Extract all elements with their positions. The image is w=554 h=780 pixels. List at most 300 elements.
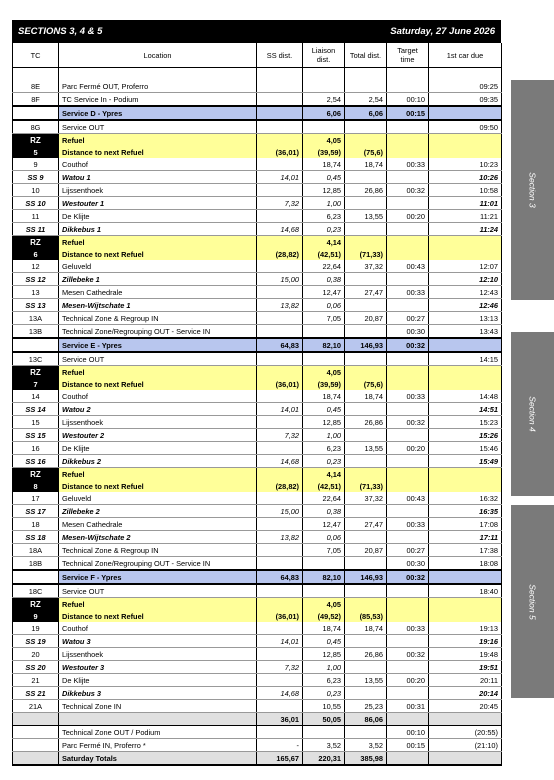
ss-dist-cell: [257, 210, 303, 223]
table-row: [13, 739, 502, 752]
table-row: [13, 80, 502, 93]
table-row: [13, 674, 502, 687]
total-dist-cell: 37,32: [345, 260, 387, 273]
refuel-row: [13, 610, 502, 622]
tc-cell: 5: [13, 146, 59, 158]
due-time-cell: 10:26: [429, 171, 502, 184]
target-time-cell: [387, 687, 429, 700]
due-time-cell: 15:46: [429, 442, 502, 455]
liaison-dist-cell: (49,52): [303, 610, 345, 622]
total-dist-cell: 20,87: [345, 544, 387, 557]
liaison-dist-cell: 4,05: [303, 366, 345, 379]
target-time-cell: 00:30: [387, 557, 429, 571]
total-dist-cell: [345, 635, 387, 648]
ss-dist-cell: (36,01): [257, 610, 303, 622]
target-time-cell: [387, 134, 429, 147]
location-cell: Couthof: [59, 390, 257, 403]
target-time-cell: [387, 598, 429, 611]
due-time-cell: [429, 713, 502, 726]
due-time-cell: 20:45: [429, 700, 502, 713]
location-cell: Service E - Ypres: [59, 338, 257, 352]
liaison-dist-cell: (39,59): [303, 378, 345, 390]
tc-cell: RZ: [13, 236, 59, 249]
total-dist-cell: 25,23: [345, 700, 387, 713]
target-time-cell: [387, 635, 429, 648]
tc-cell: 8G: [13, 120, 59, 134]
total-dist-cell: [345, 687, 387, 700]
total-dist-cell: [345, 726, 387, 739]
total-dist-cell: 86,06: [345, 713, 387, 726]
liaison-dist-cell: (42,51): [303, 248, 345, 260]
ss-dist-cell: 14,01: [257, 171, 303, 184]
ss-dist-cell: [257, 598, 303, 611]
due-time-cell: 11:24: [429, 223, 502, 236]
total-dist-cell: 18,74: [345, 158, 387, 171]
col-total-dist: Total dist.: [345, 43, 387, 68]
liaison-dist-cell: 18,74: [303, 390, 345, 403]
col-target-time: Target time: [387, 43, 429, 68]
due-time-cell: 17:08: [429, 518, 502, 531]
col-tc: TC: [13, 43, 59, 68]
location-cell: Lijssenthoek: [59, 184, 257, 197]
due-time-cell: 17:11: [429, 531, 502, 544]
total-dist-cell: 146,93: [345, 570, 387, 584]
ss-dist-cell: 36,01: [257, 713, 303, 726]
ss-dist-cell: [257, 80, 303, 93]
ss-dist-cell: [257, 468, 303, 481]
tc-cell: [13, 752, 59, 766]
table-row: [13, 648, 502, 661]
target-time-cell: [387, 197, 429, 210]
ss-dist-cell: [257, 286, 303, 299]
liaison-dist-cell: 0,23: [303, 455, 345, 468]
sections-title: SECTIONS 3, 4 & 5: [18, 26, 103, 37]
ss-dist-cell: 14,01: [257, 635, 303, 648]
ss-dist-cell: 13,82: [257, 299, 303, 312]
tc-cell: 8E: [13, 80, 59, 93]
totals-row: [13, 752, 502, 766]
ss-dist-cell: [257, 390, 303, 403]
due-time-cell: (21:10): [429, 739, 502, 752]
due-time-cell: [429, 366, 502, 379]
col-location: Location: [59, 43, 257, 68]
target-time-cell: 00:43: [387, 492, 429, 505]
ss-dist-cell: [257, 726, 303, 739]
location-cell: Parc Fermé IN, Proferro *: [59, 739, 257, 752]
liaison-dist-cell: [303, 120, 345, 134]
col-first-car-due: 1st car due: [429, 43, 502, 68]
target-time-cell: [387, 429, 429, 442]
table-row: [13, 325, 502, 339]
liaison-dist-cell: 0,23: [303, 687, 345, 700]
tc-cell: 21: [13, 674, 59, 687]
liaison-dist-cell: 22,64: [303, 492, 345, 505]
liaison-dist-cell: 18,74: [303, 622, 345, 635]
tc-cell: SS 19: [13, 635, 59, 648]
stage-row: [13, 661, 502, 674]
liaison-dist-cell: 0,38: [303, 505, 345, 518]
ss-dist-cell: [257, 518, 303, 531]
ss-dist-cell: (36,01): [257, 378, 303, 390]
total-dist-cell: [345, 273, 387, 286]
liaison-dist-cell: 22,64: [303, 260, 345, 273]
liaison-dist-cell: 12,85: [303, 416, 345, 429]
location-cell: Service D - Ypres: [59, 106, 257, 120]
target-time-cell: 00:31: [387, 700, 429, 713]
ss-dist-cell: [257, 700, 303, 713]
ss-dist-cell: [257, 584, 303, 598]
refuel-row: [13, 134, 502, 147]
tc-cell: [13, 739, 59, 752]
liaison-dist-cell: 18,74: [303, 158, 345, 171]
total-dist-cell: 385,98: [345, 752, 387, 766]
location-cell: Service OUT: [59, 352, 257, 366]
due-time-cell: 15:49: [429, 455, 502, 468]
liaison-dist-cell: 4,14: [303, 468, 345, 481]
section-3-tab: Section 3: [511, 80, 554, 300]
location-cell: Mesen-Wijtschate 2: [59, 531, 257, 544]
total-dist-cell: 26,86: [345, 416, 387, 429]
due-time-cell: 19:48: [429, 648, 502, 661]
location-cell: Distance to next Refuel: [59, 378, 257, 390]
target-time-cell: 00:30: [387, 325, 429, 339]
location-cell: TC Service In - Podium: [59, 93, 257, 107]
total-dist-cell: 146,93: [345, 338, 387, 352]
target-time-cell: 00:20: [387, 210, 429, 223]
target-time-cell: 00:10: [387, 726, 429, 739]
due-time-cell: 19:16: [429, 635, 502, 648]
location-cell: Westouter 2: [59, 429, 257, 442]
tc-cell: 12: [13, 260, 59, 273]
due-time-cell: 13:13: [429, 312, 502, 325]
due-time-cell: [429, 480, 502, 492]
tc-cell: 9: [13, 610, 59, 622]
tc-cell: 21A: [13, 700, 59, 713]
table-row: [13, 518, 502, 531]
total-dist-cell: (85,53): [345, 610, 387, 622]
due-time-cell: [429, 338, 502, 352]
ss-dist-cell: [257, 236, 303, 249]
liaison-dist-cell: 12,47: [303, 518, 345, 531]
tc-cell: SS 15: [13, 429, 59, 442]
ss-dist-cell: [257, 260, 303, 273]
tc-cell: 13: [13, 286, 59, 299]
table-row: [13, 557, 502, 571]
location-cell: Distance to next Refuel: [59, 610, 257, 622]
liaison-dist-cell: 82,10: [303, 570, 345, 584]
due-time-cell: [429, 752, 502, 766]
liaison-dist-cell: 10,55: [303, 700, 345, 713]
tc-cell: RZ: [13, 134, 59, 147]
due-time-cell: [429, 134, 502, 147]
location-cell: Technical Zone & Regroup IN: [59, 544, 257, 557]
table-row: [13, 120, 502, 134]
due-time-cell: 16:35: [429, 505, 502, 518]
refuel-row: [13, 248, 502, 260]
target-time-cell: [387, 661, 429, 674]
tc-cell: SS 17: [13, 505, 59, 518]
ss-dist-cell: [257, 674, 303, 687]
target-time-cell: 00:32: [387, 648, 429, 661]
total-dist-cell: 6,06: [345, 106, 387, 120]
tc-cell: 16: [13, 442, 59, 455]
due-time-cell: 18:08: [429, 557, 502, 571]
table-row: [13, 158, 502, 171]
liaison-dist-cell: 0,45: [303, 171, 345, 184]
table-row: [13, 700, 502, 713]
target-time-cell: [387, 480, 429, 492]
location-cell: Parc Fermé OUT, Proferro: [59, 80, 257, 93]
due-time-cell: 11:21: [429, 210, 502, 223]
total-dist-cell: [345, 403, 387, 416]
tc-cell: [13, 713, 59, 726]
ss-dist-cell: 14,68: [257, 455, 303, 468]
ss-dist-cell: (28,82): [257, 480, 303, 492]
target-time-cell: [387, 455, 429, 468]
service-row: [13, 338, 502, 352]
ss-dist-cell: 15,00: [257, 273, 303, 286]
ss-dist-cell: 165,67: [257, 752, 303, 766]
tc-cell: 13B: [13, 325, 59, 339]
target-time-cell: 00:33: [387, 158, 429, 171]
location-cell: Dikkebus 2: [59, 455, 257, 468]
ss-dist-cell: [257, 93, 303, 107]
ss-dist-cell: 13,82: [257, 531, 303, 544]
location-cell: Technical Zone/Regrouping OUT - Service IN: [59, 557, 257, 571]
total-dist-cell: [345, 299, 387, 312]
total-dist-cell: [345, 468, 387, 481]
ss-dist-cell: [257, 544, 303, 557]
due-time-cell: [429, 468, 502, 481]
tc-cell: 19: [13, 622, 59, 635]
stage-row: [13, 635, 502, 648]
total-dist-cell: [345, 223, 387, 236]
due-time-cell: 13:43: [429, 325, 502, 339]
refuel-row: [13, 146, 502, 158]
table-row: [13, 544, 502, 557]
liaison-dist-cell: 4,14: [303, 236, 345, 249]
total-dist-cell: (71,33): [345, 248, 387, 260]
totals-row: [13, 713, 502, 726]
ss-dist-cell: [257, 492, 303, 505]
total-dist-cell: 13,55: [345, 674, 387, 687]
location-cell: Distance to next Refuel: [59, 248, 257, 260]
date-label: Saturday, 27 June 2026: [390, 26, 495, 37]
tc-cell: SS 14: [13, 403, 59, 416]
location-cell: Mesen Cathedrale: [59, 518, 257, 531]
itinerary-body: [13, 80, 502, 765]
stage-row: [13, 403, 502, 416]
due-time-cell: [429, 378, 502, 390]
tc-cell: 18: [13, 518, 59, 531]
target-time-cell: [387, 610, 429, 622]
ss-dist-cell: 14,68: [257, 687, 303, 700]
table-row: [13, 260, 502, 273]
refuel-row: [13, 468, 502, 481]
stage-row: [13, 429, 502, 442]
location-cell: Refuel: [59, 366, 257, 379]
liaison-dist-cell: 1,00: [303, 429, 345, 442]
liaison-dist-cell: 4,05: [303, 134, 345, 147]
due-time-cell: 10:23: [429, 158, 502, 171]
tc-cell: 13A: [13, 312, 59, 325]
stage-row: [13, 197, 502, 210]
due-time-cell: 09:25: [429, 80, 502, 93]
stage-row: [13, 531, 502, 544]
table-row: [13, 210, 502, 223]
liaison-dist-cell: 0,06: [303, 531, 345, 544]
tc-cell: 18B: [13, 557, 59, 571]
service-row: [13, 106, 502, 120]
liaison-dist-cell: 6,23: [303, 674, 345, 687]
ss-dist-cell: 7,32: [257, 661, 303, 674]
liaison-dist-cell: [303, 352, 345, 366]
table-row: [13, 584, 502, 598]
target-time-cell: [387, 752, 429, 766]
location-cell: Service OUT: [59, 584, 257, 598]
ss-dist-cell: [257, 648, 303, 661]
tc-cell: SS 16: [13, 455, 59, 468]
tc-cell: 8: [13, 480, 59, 492]
location-cell: Couthof: [59, 158, 257, 171]
table-row: [13, 312, 502, 325]
tc-cell: SS 13: [13, 299, 59, 312]
location-cell: Dikkebus 3: [59, 687, 257, 700]
location-cell: Technical Zone & Regroup IN: [59, 312, 257, 325]
ss-dist-cell: [257, 312, 303, 325]
location-cell: Zillebeke 2: [59, 505, 257, 518]
total-dist-cell: 18,74: [345, 622, 387, 635]
liaison-dist-cell: 7,05: [303, 544, 345, 557]
location-cell: Service F - Ypres: [59, 570, 257, 584]
ss-dist-cell: 64,83: [257, 338, 303, 352]
liaison-dist-cell: 220,31: [303, 752, 345, 766]
location-cell: Technical Zone/Regrouping OUT - Service IN: [59, 325, 257, 339]
refuel-row: [13, 598, 502, 611]
location-cell: Distance to next Refuel: [59, 480, 257, 492]
liaison-dist-cell: [303, 80, 345, 93]
tc-cell: 18C: [13, 584, 59, 598]
target-time-cell: [387, 584, 429, 598]
tc-cell: 13C: [13, 352, 59, 366]
table-row: [13, 726, 502, 739]
tc-cell: SS 20: [13, 661, 59, 674]
refuel-row: [13, 378, 502, 390]
target-time-cell: [387, 273, 429, 286]
tc-cell: 7: [13, 378, 59, 390]
tc-cell: 10: [13, 184, 59, 197]
liaison-dist-cell: 0,06: [303, 299, 345, 312]
liaison-dist-cell: [303, 325, 345, 339]
tc-cell: [13, 570, 59, 584]
ss-dist-cell: [257, 120, 303, 134]
total-dist-cell: [345, 584, 387, 598]
stage-row: [13, 273, 502, 286]
target-time-cell: 00:15: [387, 739, 429, 752]
ss-dist-cell: 14,68: [257, 223, 303, 236]
ss-dist-cell: -: [257, 739, 303, 752]
liaison-dist-cell: 0,38: [303, 273, 345, 286]
total-dist-cell: [345, 352, 387, 366]
table-row: [13, 442, 502, 455]
due-time-cell: 19:51: [429, 661, 502, 674]
due-time-cell: 15:26: [429, 429, 502, 442]
due-time-cell: 14:51: [429, 403, 502, 416]
total-dist-cell: 26,86: [345, 648, 387, 661]
due-time-cell: 09:50: [429, 120, 502, 134]
tc-cell: RZ: [13, 366, 59, 379]
stage-row: [13, 455, 502, 468]
total-dist-cell: 27,47: [345, 286, 387, 299]
target-time-cell: [387, 713, 429, 726]
liaison-dist-cell: 2,54: [303, 93, 345, 107]
location-cell: Mesen-Wijtschate 1: [59, 299, 257, 312]
stage-row: [13, 223, 502, 236]
ss-dist-cell: [257, 442, 303, 455]
itinerary-sheet: [12, 20, 501, 766]
ss-dist-cell: [257, 158, 303, 171]
table-row: [13, 622, 502, 635]
target-time-cell: [387, 366, 429, 379]
location-cell: Refuel: [59, 134, 257, 147]
location-cell: Refuel: [59, 598, 257, 611]
location-cell: Couthof: [59, 622, 257, 635]
location-cell: Mesen Cathedrale: [59, 286, 257, 299]
table-row: [13, 492, 502, 505]
total-dist-cell: [345, 505, 387, 518]
ss-dist-cell: [257, 622, 303, 635]
due-time-cell: 16:32: [429, 492, 502, 505]
refuel-row: [13, 236, 502, 249]
liaison-dist-cell: 6,23: [303, 442, 345, 455]
tc-cell: [13, 726, 59, 739]
total-dist-cell: (75,6): [345, 146, 387, 158]
due-time-cell: [429, 106, 502, 120]
tc-cell: [13, 106, 59, 120]
ss-dist-cell: [257, 557, 303, 571]
location-cell: Watou 2: [59, 403, 257, 416]
target-time-cell: 00:33: [387, 286, 429, 299]
location-cell: Lijssenthoek: [59, 648, 257, 661]
table-row: [13, 93, 502, 107]
ss-dist-cell: [257, 366, 303, 379]
ss-dist-cell: [257, 352, 303, 366]
due-time-cell: 19:13: [429, 622, 502, 635]
tc-cell: 11: [13, 210, 59, 223]
target-time-cell: [387, 171, 429, 184]
tc-cell: 15: [13, 416, 59, 429]
liaison-dist-cell: 1,00: [303, 197, 345, 210]
location-cell: De Klijte: [59, 210, 257, 223]
liaison-dist-cell: (39,59): [303, 146, 345, 158]
target-time-cell: 00:33: [387, 518, 429, 531]
due-time-cell: [429, 610, 502, 622]
target-time-cell: [387, 236, 429, 249]
location-cell: Westouter 3: [59, 661, 257, 674]
location-cell: Distance to next Refuel: [59, 146, 257, 158]
due-time-cell: 12:07: [429, 260, 502, 273]
due-time-cell: 10:58: [429, 184, 502, 197]
liaison-dist-cell: 82,10: [303, 338, 345, 352]
table-row: [13, 184, 502, 197]
header-bar: [12, 20, 501, 43]
col-liaison-dist: Liaison dist.: [303, 43, 345, 68]
target-time-cell: [387, 352, 429, 366]
target-time-cell: 00:20: [387, 442, 429, 455]
location-cell: Technical Zone OUT / Podium: [59, 726, 257, 739]
target-time-cell: 00:32: [387, 338, 429, 352]
location-cell: [59, 713, 257, 726]
